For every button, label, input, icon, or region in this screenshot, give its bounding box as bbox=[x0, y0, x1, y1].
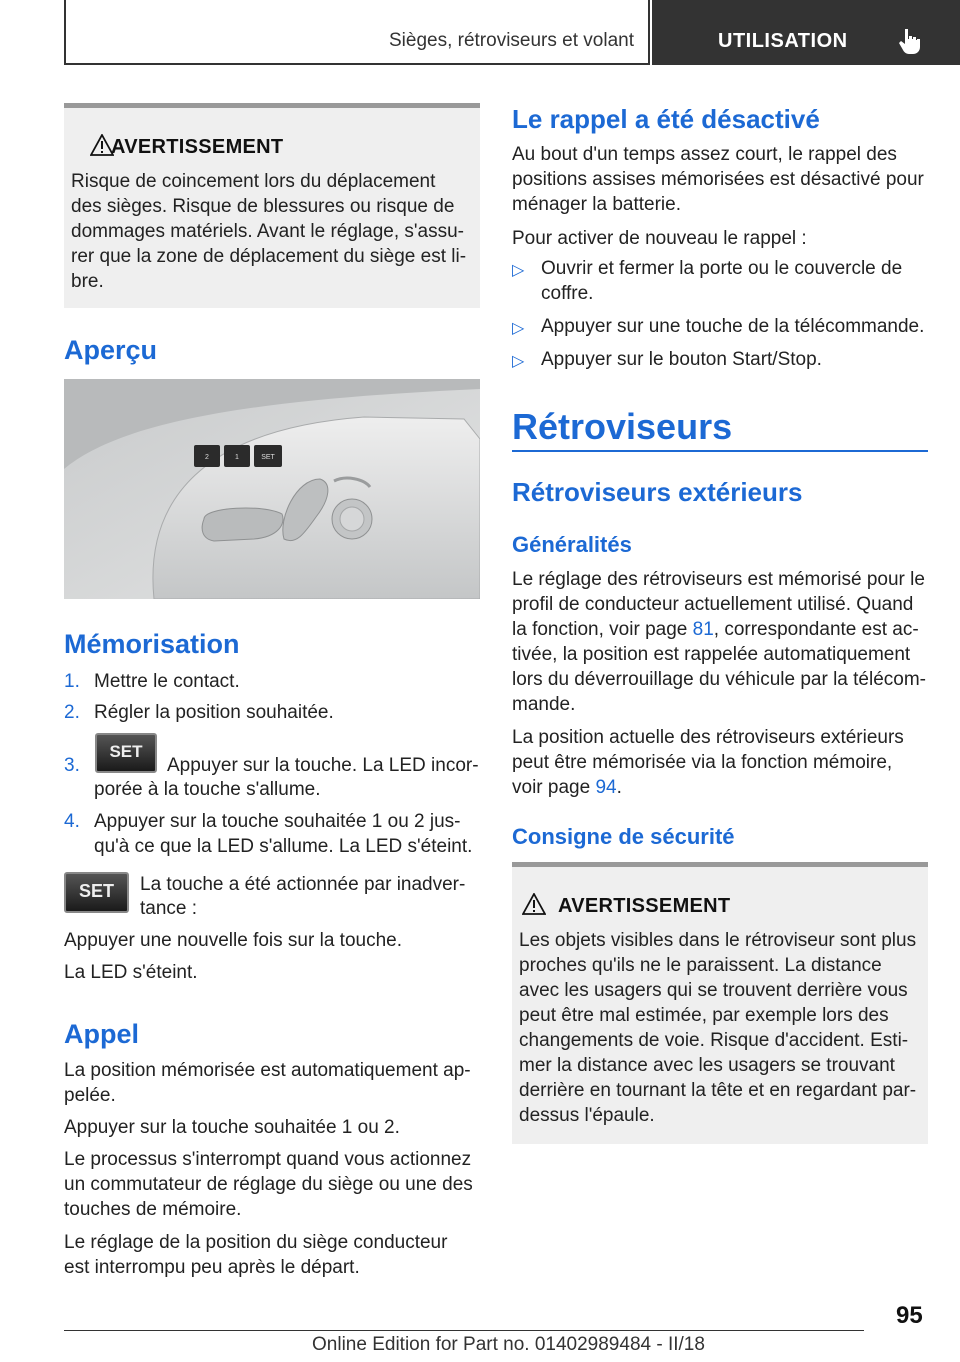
appel-paragraph: Le processus s'interrompt quand vous actionnez un commutateur de réglage du siège ou une des touches de mémoire. bbox=[64, 1149, 473, 1220]
warning-text: Risque de coincement lors du déplacement des sièges. Risque de blessures ou risque de dommages matériels. Avant le réglage, s'assu‐ rer que la zone de déplacement du siège est li‐ bre. bbox=[71, 171, 467, 292]
body-text: Appuyer une nouvelle fois sur la touche. bbox=[64, 930, 402, 951]
appel-paragraph: Le réglage de la position du siège conducteur est interrompu peu après le départ. bbox=[64, 1232, 448, 1278]
rappel-paragraph: Au bout d'un temps assez court, le rappel des positions assises mémorisées est désactivé pour ménager la batterie. bbox=[512, 144, 924, 215]
set-button-icon: SET bbox=[95, 733, 157, 773]
step-text: Appuyer sur la touche. La LED incor‐ bbox=[167, 755, 479, 776]
heading-generalites: Généralités bbox=[512, 532, 632, 557]
page-number: 95 bbox=[896, 1302, 923, 1329]
footer-edition: Online Edition for Part no. 01402989484 - II/18 bbox=[312, 1334, 705, 1355]
set-button-icon: SET bbox=[64, 872, 129, 913]
header-section-title: Sièges, rétroviseurs et volant bbox=[388, 30, 634, 51]
step-text: porée à la touche s'allume. bbox=[94, 779, 321, 800]
page-link-81[interactable]: 81 bbox=[692, 619, 714, 640]
step-number: 3. bbox=[64, 755, 80, 776]
bullet-text: Appuyer sur le bouton Start/Stop. bbox=[541, 349, 822, 370]
step-number: 2. bbox=[64, 702, 80, 723]
bullet-triangle-icon: ▷ bbox=[512, 320, 525, 337]
bullet-text: Appuyer sur une touche de la télécommande. bbox=[541, 316, 925, 337]
warning-title: AVERTISSEMENT bbox=[111, 136, 284, 158]
step-text: Mettre le contact. bbox=[94, 671, 240, 692]
warning-box-seats bbox=[64, 103, 480, 308]
photo-button-set: SET bbox=[261, 454, 275, 461]
step-number: 4. bbox=[64, 811, 80, 832]
footer-rule bbox=[64, 1330, 864, 1331]
header-section-tab bbox=[64, 0, 650, 65]
bullet-triangle-icon: ▷ bbox=[512, 353, 525, 370]
generalites-paragraph: La position actuelle des rétroviseurs extérieurs peut être mémorisée via la fonction mémoire, voir page 94. bbox=[512, 727, 904, 798]
heading-retroviseurs: Rétroviseurs bbox=[512, 406, 733, 447]
heading-appel: Appel bbox=[64, 1019, 140, 1049]
header-chapter-tab bbox=[652, 0, 960, 65]
warning-triangle-icon bbox=[522, 893, 546, 915]
heading-memorisation: Mémorisation bbox=[64, 629, 240, 659]
step-number: 1. bbox=[64, 671, 80, 692]
pointing-hand-icon bbox=[896, 27, 924, 55]
header-chapter-title: UTILISATION bbox=[718, 30, 848, 52]
page-link-94[interactable]: 94 bbox=[595, 777, 617, 798]
rappel-intro: Pour activer de nouveau le rappel : bbox=[512, 228, 807, 249]
appel-paragraph: La position mémorisée est automatiquement ap‐ pelée. bbox=[64, 1060, 471, 1106]
warning-text: Les objets visibles dans le rétroviseur sont plus proches qu'ils ne le paraissent. La distance avec les usagers qui se trouvent derrière vous peut être mal estimée, par exemple lors des changements de voie. Risque d'accident. Esti‐ mer la distance avec les usagers se trouvant derrière en tournant la tête et en regardant par‐ dessus l'épaule. bbox=[519, 930, 917, 1126]
body-text: La LED s'éteint. bbox=[64, 962, 198, 983]
generalites-paragraph: Le réglage des rétroviseurs est mémorisé pour le profil de conducteur actuellement utilisé. Quand la fonction, voir page 81, correspondante est ac‐ tivée, la position est rappelée automatiquement lors du déverrouillage du véhicule par la télécom‐ mande. bbox=[512, 569, 927, 715]
heading-apercu: Aperçu bbox=[64, 335, 158, 365]
photo-button-1: 1 bbox=[235, 454, 239, 461]
warning-title: AVERTISSEMENT bbox=[558, 895, 731, 917]
heading-retroviseurs-exterieurs: Rétroviseurs extérieurs bbox=[512, 477, 803, 507]
warning-box-mirrors bbox=[512, 862, 928, 1144]
bullet-text: Ouvrir et fermer la porte ou le couvercle de coffre. bbox=[541, 258, 903, 304]
appel-paragraph: Appuyer sur la touche souhaitée 1 ou 2. bbox=[64, 1117, 400, 1138]
note-text: tance : bbox=[140, 898, 198, 919]
step-text: Régler la position souhaitée. bbox=[94, 702, 334, 723]
photo-button-2: 2 bbox=[205, 454, 209, 461]
bullet-triangle-icon: ▷ bbox=[512, 262, 525, 279]
step-text: qu'à ce que la LED s'allume. La LED s'éteint. bbox=[94, 836, 473, 857]
heading-rappel: Le rappel a été désactivé bbox=[512, 104, 820, 134]
seat-controls-photo bbox=[64, 379, 480, 599]
heading-consigne: Consigne de sécurité bbox=[512, 824, 735, 849]
heading-rule bbox=[512, 450, 928, 452]
note-text: La touche a été actionnée par inadver‐ bbox=[140, 874, 466, 895]
step-text: Appuyer sur la touche souhaitée 1 ou 2 jus‐ bbox=[94, 811, 461, 832]
